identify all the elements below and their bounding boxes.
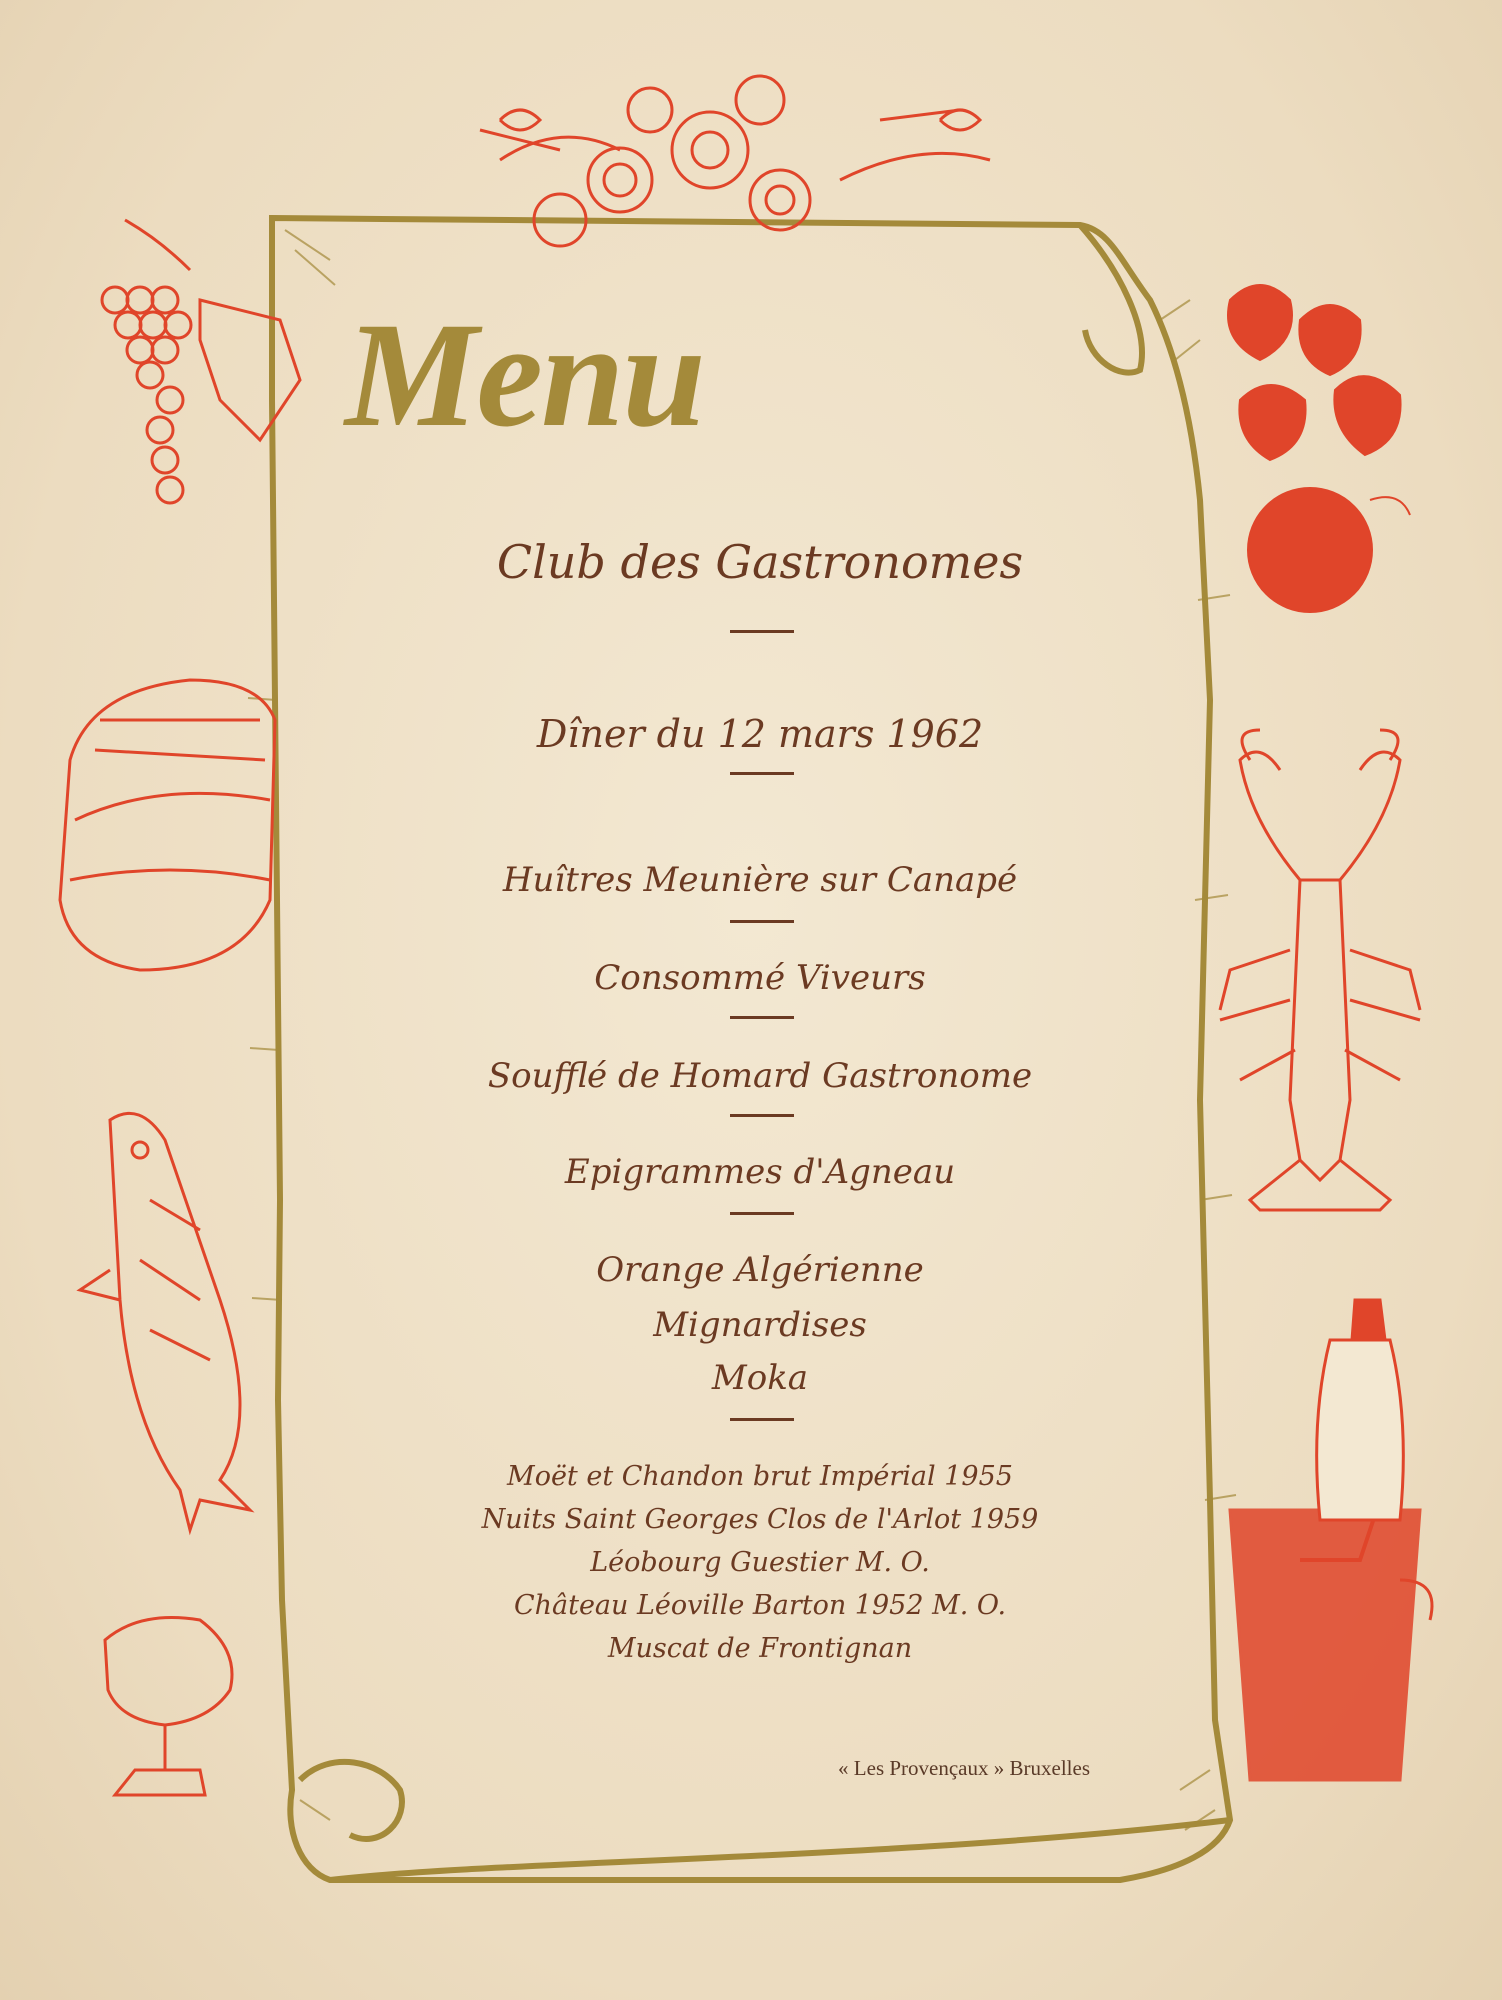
divider (730, 772, 794, 775)
champagne-bucket-illustration (1230, 1300, 1432, 1780)
apple-illustration (1248, 488, 1372, 612)
divider (730, 920, 794, 923)
dessert-item: Orange Algérienne (596, 1250, 924, 1290)
divider (730, 1418, 794, 1421)
divider (730, 1212, 794, 1215)
course-item: Soufflé de Homard Gastronome (487, 1056, 1033, 1096)
wine-glass-illustration (105, 1618, 232, 1796)
wine-item: Moët et Chandon brut Impérial 1955 (507, 1461, 1013, 1492)
wine-list (290, 1455, 1230, 1670)
course-item: Epigrammes d'Agneau (564, 1152, 956, 1192)
lobster-illustration (1220, 730, 1420, 1210)
course-item: Huîtres Meunière sur Canapé (502, 860, 1018, 900)
printer-credit: « Les Provençaux » Bruxelles (838, 1756, 1090, 1780)
divider (730, 1114, 794, 1117)
wine-item: Muscat de Frontignan (607, 1633, 913, 1664)
wine-item: Nuits Saint Georges Clos de l'Arlot 1959 (481, 1504, 1039, 1535)
club-name: Club des Gastronomes (496, 535, 1024, 589)
wine-item: Château Léoville Barton 1952 M. O. (513, 1590, 1007, 1621)
strawberries-illustration (1228, 285, 1410, 612)
menu-title: Menu (345, 292, 704, 458)
dessert-item: Moka (711, 1358, 809, 1398)
fish-illustration (80, 1113, 250, 1530)
dinner-date: Dîner du 12 mars 1962 (536, 712, 984, 756)
divider (730, 1016, 794, 1019)
wine-item: Léobourg Guestier M. O. (590, 1547, 930, 1578)
divider (730, 630, 794, 633)
pie-illustration (60, 680, 275, 970)
course-item: Consommé Viveurs (594, 958, 926, 998)
dessert-item: Mignardises (653, 1305, 867, 1345)
